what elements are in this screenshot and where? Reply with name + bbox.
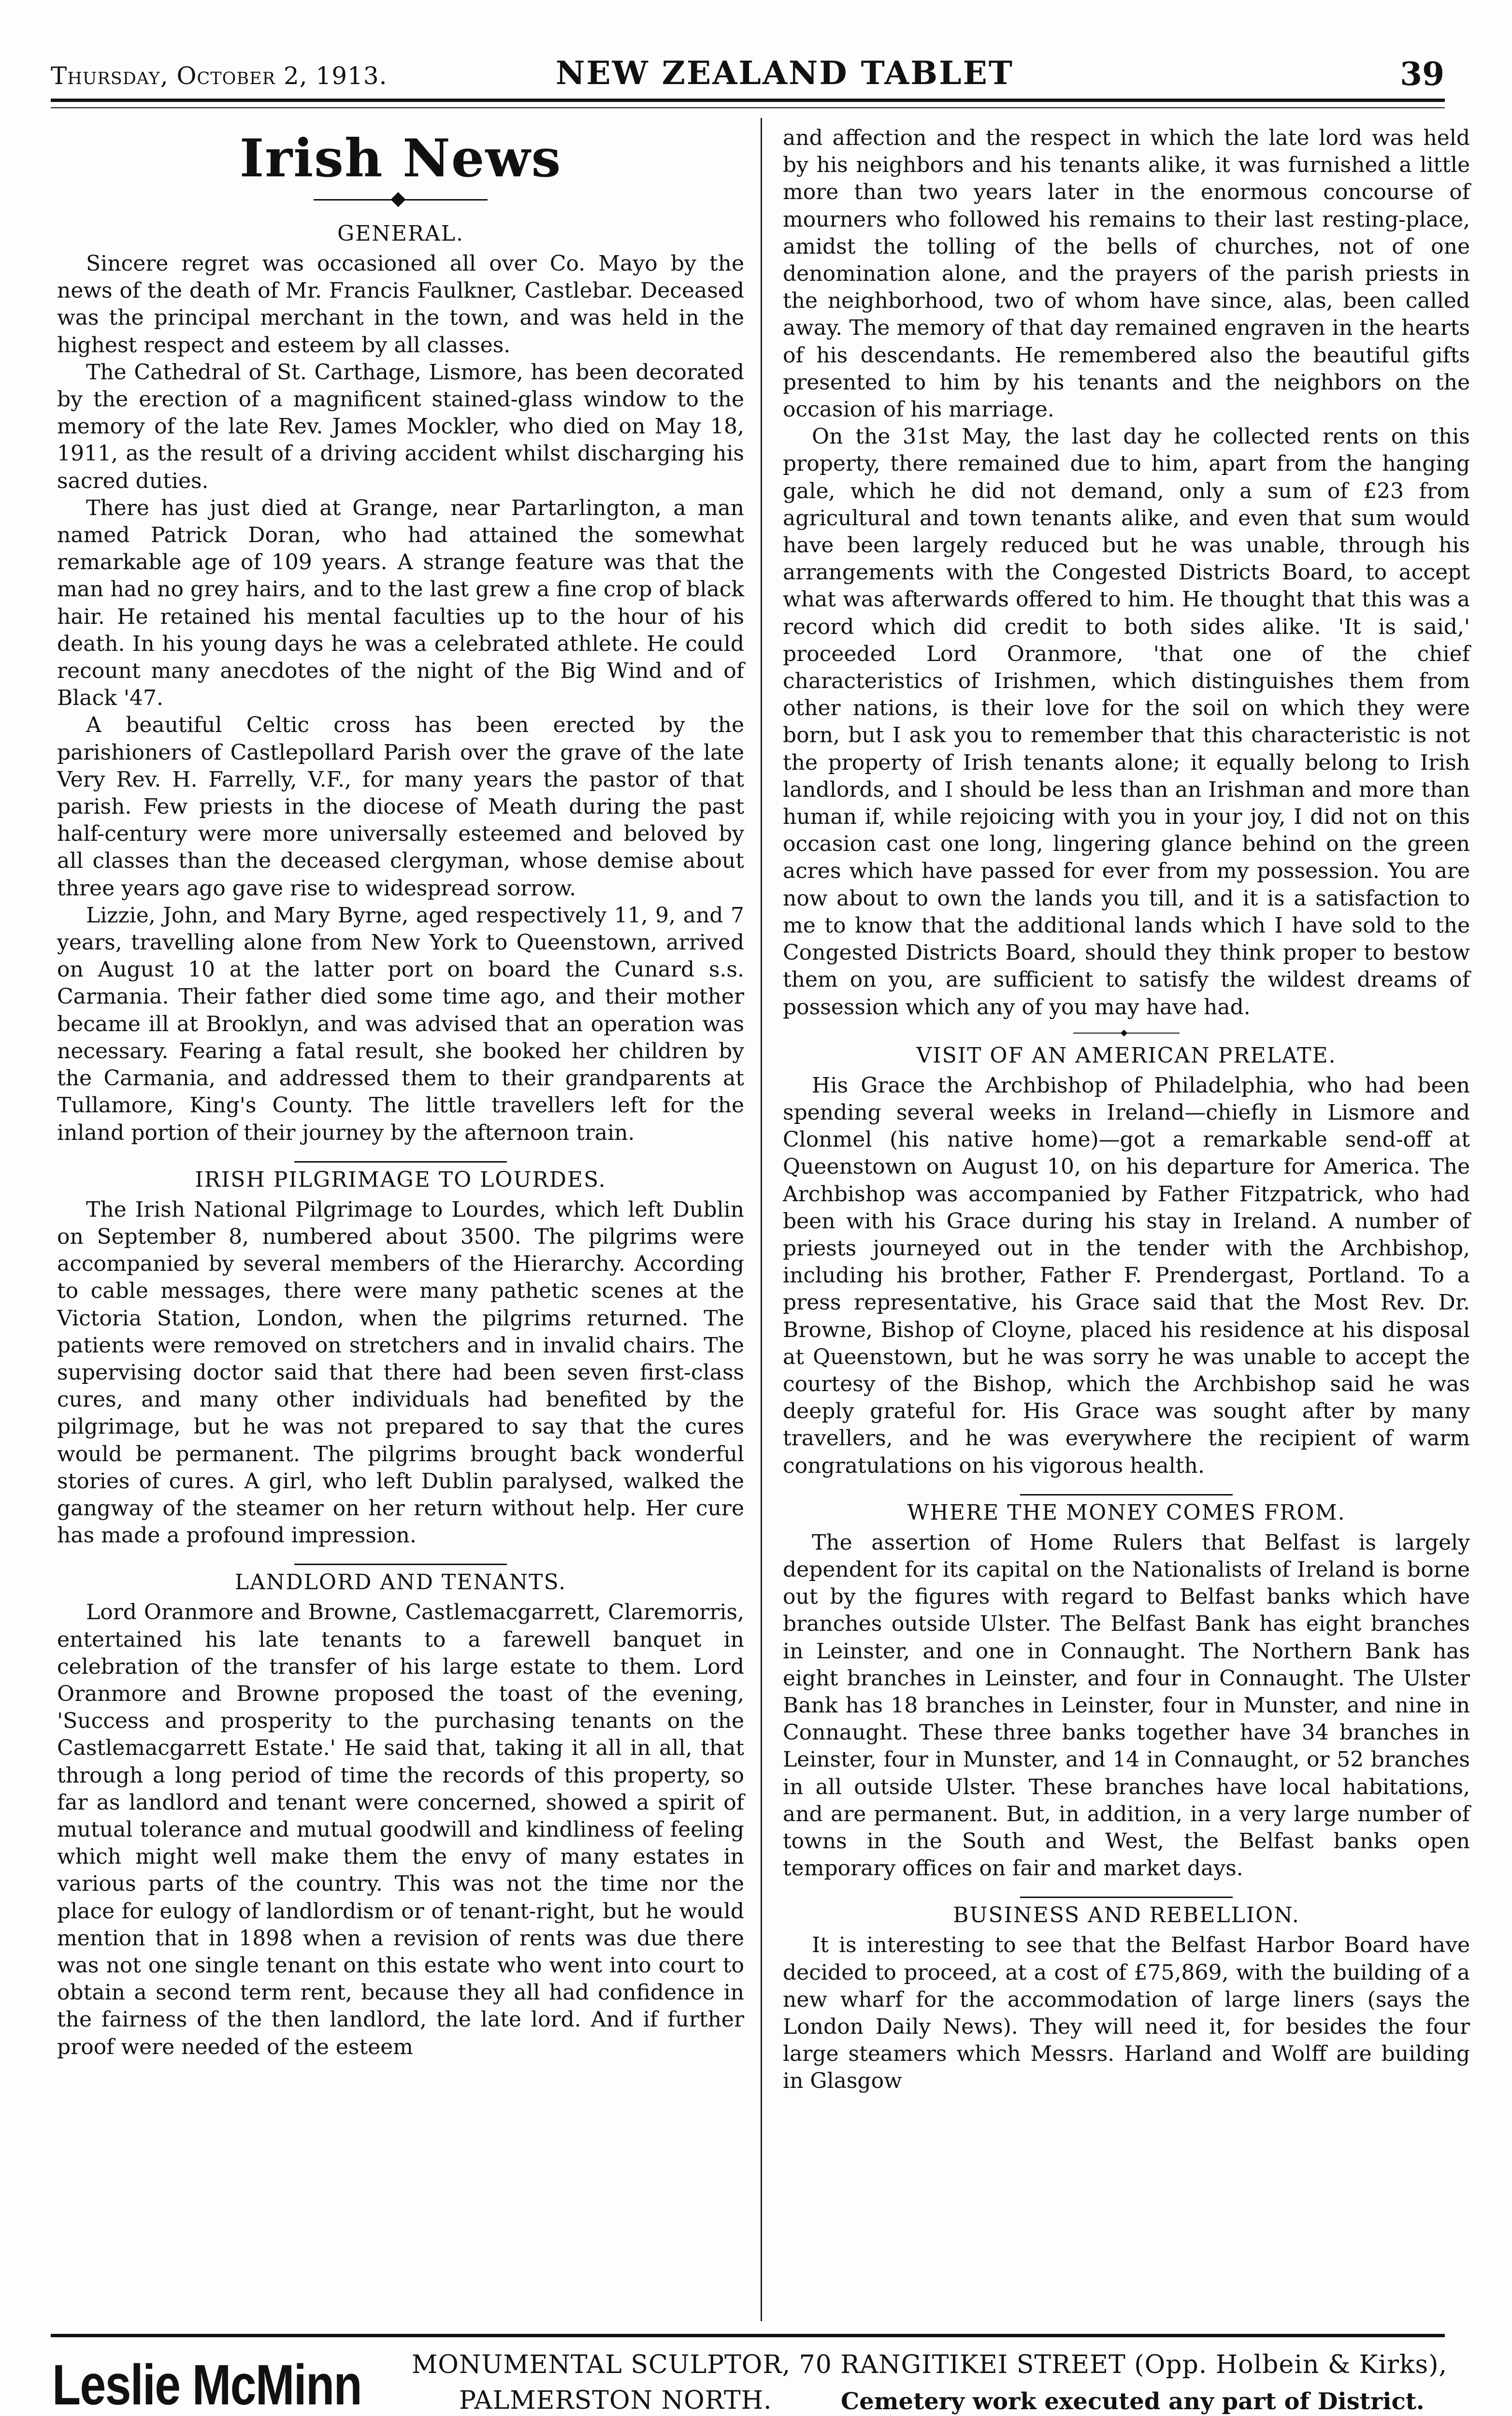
advert-name: Leslie McMinn: [52, 2353, 361, 2416]
heading-pilgrimage: IRISH PILGRIMAGE TO LOURDES.: [195, 1167, 606, 1192]
header-rule: [51, 99, 1445, 102]
section-divider: [294, 1161, 507, 1163]
left-column: [57, 129, 744, 2061]
advert-address: MONUMENTAL SCULPTOR, 70 RANGITIKEI STREET (Opp. Holbein & Kirks),: [412, 2350, 1448, 2379]
heading-general: GENERAL.: [337, 221, 464, 246]
article-paragraph: On the 31st May, the last day he collected rents on this property, there remained due to him, apart from the hanging gale, which he did not demand, only a sum of £23 from agricultural and town tenants alike, and even that sum would have been largely reduced but he was unable, through his arrangements with the Congested Districts Board, to accept what was afterwards offered to him. He thought that this was a record which did credit to both sides alike. 'It is said,' proceeded Lord Oranmore, 'that one of the chief characteristics of Irishmen, which distinguishes them from other nations, is their love for the soil on which they were born, but I ask you to remember that this characteristic is not the property of Irish tenants alone; it equally belong to Irish landlords, and I should be less than an Irishman and more than human if, while rejoicing with you in your joy, I did not on this occasion cast one long, lingering glance behind on the green acres which have passed for ever from my possession. You are now about to own the lands you till, and it is a satisfaction to me to know that the additional lands which I have sold to the Congested Districts Board, should they think proper to bestow them on you, are sufficient to satisfy the wildest dreams of possession which any of you may have had.: [783, 424, 1470, 1020]
advert-rule-top: [51, 2334, 1445, 2337]
section-title: Irish News: [239, 128, 562, 189]
page-number: 39: [1400, 55, 1444, 93]
article-paragraph: It is interesting to see that the Belfast Harbor Board have decided to proceed, at a cost of £75,869, with the building of a new wharf for the accommodation of large liners (says the London Daily News). They will need it, for besides the four large steamers which Messrs. Harland and Wolff are building in Glasgow: [783, 1933, 1470, 2094]
article-paragraph: There has just died at Grange, near Partarlington, a man named Patrick Doran, who had attained the somewhat remarkable age of 109 years. A strange feature was that the man had no grey hairs, and to the last grew a fine crop of black hair. He retained his mental faculties up to the hour of his death. In his young days he was a celebrated athlete. He could recount many anecdotes of the night of the Big Wind and of Black '47.: [57, 495, 744, 711]
advert-town: PALMERSTON NORTH.: [459, 2386, 772, 2415]
article-paragraph: The Cathedral of St. Carthage, Lismore, has been decorated by the erection of a magnificent stained-glass window to the memory of the late Rev. James Mockler, who died on May 18, 1911, as the result of a driving accident whilst discharging his sacred duties.: [57, 360, 744, 493]
issue-date: Thursday, October 2, 1913.: [51, 62, 388, 90]
heading-money: WHERE THE MONEY COMES FROM.: [907, 1500, 1346, 1525]
section-divider: [1020, 1897, 1233, 1898]
article-paragraph: The assertion of Home Rulers that Belfast is largely dependent for its capital on the Nationalists of Ireland is borne out by the figures with regard to Belfast banks which have branches outside Ulster. The Belfast Bank has eight branches in Leinster, and one in Connaught. The Northern Bank has eight branches in Leinster, and four in Connaught. The Ulster Bank has 18 branches in Leinster, four in Munster, and nine in Connaught. These three banks together have 34 branches in Leinster, four in Munster, and 14 in Connaught, or 52 branches in all outside Ulster. These branches have local habitations, and are permanent. But, in addition, in a very large number of towns in the South and West, the Belfast banks open temporary offices on fair and market days.: [783, 1530, 1470, 1881]
section-divider: [1020, 1494, 1233, 1496]
heading-business: BUSINESS AND REBELLION.: [953, 1903, 1300, 1928]
article-paragraph: Lizzie, John, and Mary Byrne, aged respectively 11, 9, and 7 years, travelling alone from New York to Queenstown, arrived on August 10 at the latter port on board the Cunard s.s. Carmania. Their father died some time ago, and their mother became ill at Brooklyn, and was advised that an operation was necessary. Fearing a fatal result, she booked her children by the Carmania, and addressed them to their grandparents at Tullamore, King's County. The little travellers left for the inland portion of their journey by the afternoon train.: [57, 903, 744, 1145]
column-divider: [761, 118, 762, 2321]
section-divider: [1073, 1031, 1180, 1035]
advert-tagline: Cemetery work executed any part of District.: [841, 2388, 1425, 2415]
section-divider: [294, 1564, 507, 1565]
article-paragraph: The Irish National Pilgrimage to Lourdes, which left Dublin on September 8, numbered about 3500. The pilgrims were accompanied by several members of the Hierarchy. According to cable messages, there were many pathetic scenes at the Victoria Station, London, when the pilgrims returned. The patients were removed on stretchers and in invalid chairs. The supervising doctor said that there had been seven first-class cures, and many other individuals had benefited by the pilgrimage, but he was not prepared to say that the cures would be permanent. The pilgrims brought back wonderful stories of cures. A girl, who left Dublin paralysed, walked the gangway of the steamer on her return without help. Her cure has made a profound impression.: [57, 1197, 744, 1548]
heading-prelate: VISIT OF AN AMERICAN PRELATE.: [916, 1043, 1337, 1068]
heading-landlord: LANDLORD AND TENANTS.: [234, 1570, 567, 1595]
title-ornament: [314, 194, 488, 205]
publication-title: NEW ZEALAND TABLET: [556, 54, 1014, 92]
article-paragraph: His Grace the Archbishop of Philadelphia, who had been spending several weeks in Ireland—chiefly in Lismore and Clonmel (his native home)—got a remarkable send-off at Queenstown on August 10, on his departure for America. The Archbishop was accompanied by Father Fitzpatrick, who had been with his Grace during his stay in Ireland. A number of priests journeyed out in the tender with the Archbishop, including his brother, Father F. Prendergast, Portland. To a press representative, his Grace said that the Most Rev. Dr. Browne, Bishop of Cloyne, placed his residence at his disposal at Queenstown, but he was sorry he was unable to accept the courtesy of the Bishop, which the Archbishop said he was deeply grateful for. His Grace was sought after by many travellers, and he was everywhere the recipient of warm congratulations on his vigorous health.: [783, 1073, 1470, 1478]
article-paragraph: Lord Oranmore and Browne, Castlemacgarrett, Claremorris, entertained his late tenants to a farewell banquet in celebration of the transfer of his large estate to them. Lord Oranmore and Browne proposed the toast of the evening, 'Success and prosperity to the purchasing tenants on the Castlemacgarrett Estate.' He said that, taking it all in all, that through a long period of time the records of this property, so far as landlord and tenant were concerned, showed a spirit of mutual tolerance and mutual goodwill and kindliness of feeling which might well make them the envy of many estates in various parts of the country. This was not the time nor the place for eulogy of landlordism or of tenant-right, but he would mention that in 1898 when a revision of rents was due there was not one single tenant on this estate who went into court to obtain a second term rent, because they all had confidence in the fairness of the then landlord, the late lord. And if further proof were needed of the esteem: [57, 1600, 744, 2059]
header-rule-thin: [51, 107, 1445, 108]
article-paragraph: Sincere regret was occasioned all over Co. Mayo by the news of the death of Mr. Francis Faulkner, Castlebar. Deceased was the principal merchant in the town, and was held in the highest respect and esteem by all classes.: [57, 251, 744, 358]
article-paragraph: A beautiful Celtic cross has been erected by the parishioners of Castlepollard Parish over the grave of the late Very Rev. H. Farrelly, V.F., for many years the pastor of that parish. Few priests in the diocese of Meath during the past half-century were more universally esteemed and beloved by all classes than the deceased clergyman, whose demise about three years ago gave rise to widespread sorrow.: [57, 713, 744, 901]
right-column: [783, 125, 1470, 2095]
article-paragraph-continued: and affection and the respect in which the late lord was held by his neighbors and his tenants alike, it was furnished a little more than two years later in the enormous concourse of mourners who followed his remains to their last resting-place, amidst the tolling of the bells of churches, not of one denomination alone, and the prayers of the parish priests in the neighborhood, two of whom have since, alas, been called away. The memory of that day remained engraven in the hearts of his descendants. He remembered also the beautiful gifts presented to him by his tenants and the neighbors on the occasion of his marriage.: [783, 126, 1470, 422]
